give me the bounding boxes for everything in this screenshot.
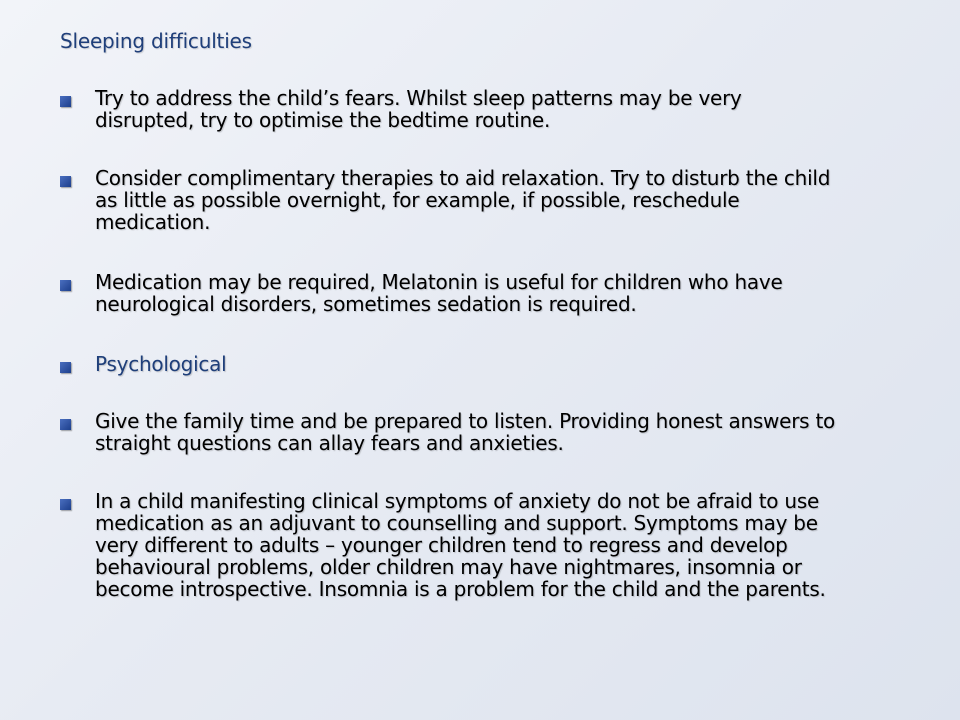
bullet-item (60, 490, 910, 600)
bullet-text: Consider complimentary therapies to aid relaxation. Try to disturb the child as little as possible overnight, for example, if possible, reschedule medication. (95, 166, 831, 234)
slide-heading: Sleeping difficulties (60, 29, 252, 53)
bullet-item (60, 87, 910, 131)
bullet-item (60, 410, 910, 454)
square-bullet-icon (60, 176, 71, 187)
square-bullet-icon (60, 499, 71, 510)
square-bullet-icon (60, 362, 71, 373)
square-bullet-icon (60, 280, 71, 291)
bullet-text: Try to address the child’s fears. Whilst sleep patterns may be very disrupted, try to optimise the bedtime routine. (95, 86, 742, 132)
section-subheading: Psychological (95, 352, 227, 376)
bullet-text: Give the family time and be prepared to listen. Providing honest answers to straight questions can allay fears and anxieties. (95, 409, 836, 455)
bullet-item (60, 167, 910, 233)
square-bullet-icon (60, 96, 71, 107)
bullet-item (60, 353, 910, 375)
square-bullet-icon (60, 419, 71, 430)
bullet-item (60, 271, 910, 315)
bullet-text: Medication may be required, Melatonin is useful for children who have neurological disorders, sometimes sedation is required. (95, 270, 783, 316)
bullet-text: In a child manifesting clinical symptoms of anxiety do not be afraid to use medication as an adjuvant to counselling and support. Symptoms may be very different to adults – younger children tend to regress and develop behavioural problems, older children may have nightmares, insomnia or become introspective. Insomnia is a problem for the child and the parents. (95, 489, 826, 601)
